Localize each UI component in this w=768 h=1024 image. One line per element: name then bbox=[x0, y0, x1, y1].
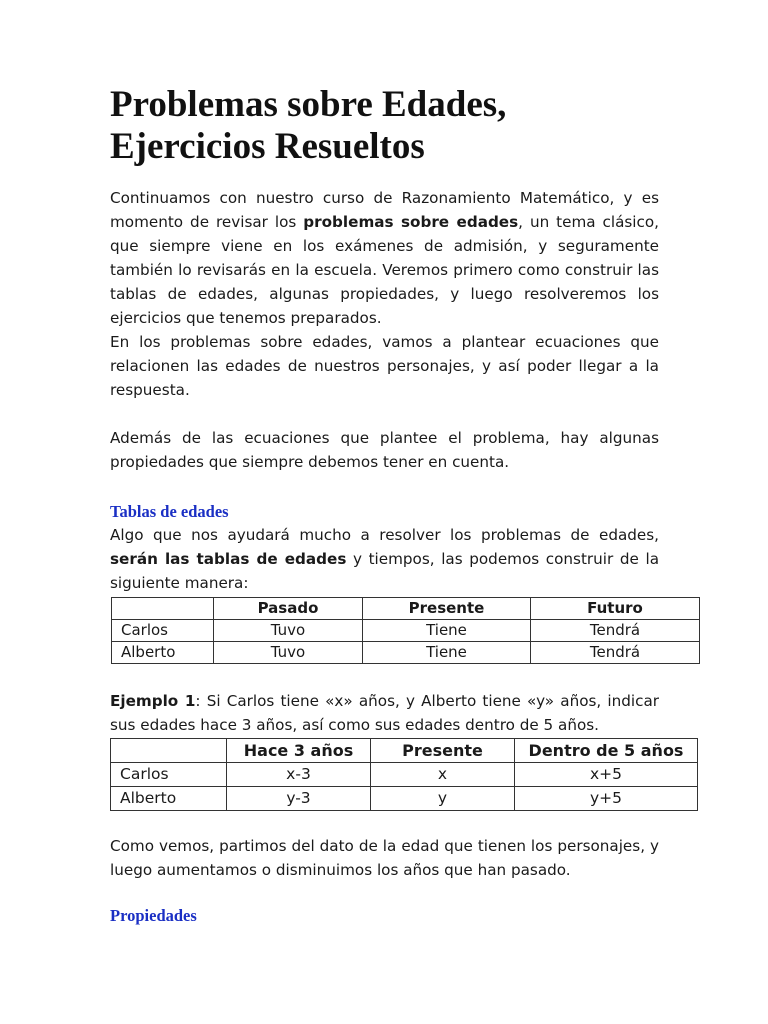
intro-text-continued: , un tema clásico, que siempre viene en los exámenes de admisión, y seguramente también lo revisarás en la escuela. Veremos primero como construir las tablas de edades, algunas propiedades, y luego resolveremos los ejercicios que tenemos preparados. bbox=[110, 213, 659, 327]
table-cell: Alberto bbox=[112, 642, 214, 664]
title-line-1: Problemas sobre Edades, bbox=[110, 84, 507, 125]
ejemplo-1-paragraph bbox=[110, 689, 659, 737]
table-cell: y+5 bbox=[515, 787, 698, 811]
section-heading-tablas: Tablas de edades bbox=[110, 502, 229, 521]
tabla-ejemplo-1 bbox=[110, 738, 698, 811]
ejemplo-1-text: : Si Carlos tiene «x» años, y Alberto tiene «y» años, indicar sus edades hace 3 años, así como sus edades dentro de 5 años. bbox=[110, 692, 659, 734]
page-title bbox=[110, 84, 659, 168]
table-header-cell: Pasado bbox=[214, 598, 363, 620]
intro-paragraph-2: En los problemas sobre edades, vamos a plantear ecuaciones que relacionen las edades de nuestros personajes, y así poder llegar a la respuesta. bbox=[110, 333, 659, 399]
intro-bold-term: problemas sobre edades bbox=[303, 213, 519, 231]
title-line-2: Ejercicios Resueltos bbox=[110, 126, 425, 167]
table-row bbox=[111, 787, 698, 811]
table-cell: Carlos bbox=[112, 620, 214, 642]
section-heading-propiedades: Propiedades bbox=[110, 906, 197, 925]
table-header-cell: Presente bbox=[371, 739, 515, 763]
table-cell: x-3 bbox=[227, 763, 371, 787]
tabla-tiempos bbox=[111, 597, 700, 664]
table-cell: Tiene bbox=[363, 642, 531, 664]
intro-paragraph-3: Además de las ecuaciones que plantee el problema, hay algunas propiedades que siempre debemos tener en cuenta. bbox=[110, 429, 659, 471]
table-cell: Carlos bbox=[111, 763, 227, 787]
table-cell: Alberto bbox=[111, 787, 227, 811]
table-row bbox=[112, 620, 700, 642]
conclusion-paragraph: Como vemos, partimos del dato de la edad que tienen los personajes, y luego aumentamos o disminuimos los años que han pasado. bbox=[110, 837, 659, 879]
table-cell: x+5 bbox=[515, 763, 698, 787]
table-header-cell: Futuro bbox=[531, 598, 700, 620]
tablas-paragraph bbox=[110, 523, 659, 595]
table-cell: Tendrá bbox=[531, 642, 700, 664]
tablas-text: Algo que nos ayudará mucho a resolver los problemas de edades, bbox=[110, 526, 659, 544]
table-cell: y bbox=[371, 787, 515, 811]
table-cell: y-3 bbox=[227, 787, 371, 811]
intro-paragraph-1 bbox=[110, 186, 659, 330]
table-header-cell: Presente bbox=[363, 598, 531, 620]
table-row bbox=[111, 763, 698, 787]
table-cell: Tuvo bbox=[214, 642, 363, 664]
table-header-cell bbox=[112, 598, 214, 620]
table-cell: Tiene bbox=[363, 620, 531, 642]
table-header-cell bbox=[111, 739, 227, 763]
document-page bbox=[110, 84, 684, 927]
table-cell: Tendrá bbox=[531, 620, 700, 642]
table-header-row bbox=[112, 598, 700, 620]
table-cell: Tuvo bbox=[214, 620, 363, 642]
tablas-text-continued: y tiempos, las podemos construir de la siguiente manera: bbox=[110, 550, 659, 592]
ejemplo-1-label: Ejemplo 1 bbox=[110, 692, 196, 710]
table-header-cell: Hace 3 años bbox=[227, 739, 371, 763]
table-header-cell: Dentro de 5 años bbox=[515, 739, 698, 763]
tablas-bold-term: serán las tablas de edades bbox=[110, 550, 347, 568]
table-header-row bbox=[111, 739, 698, 763]
table-row bbox=[112, 642, 700, 664]
table-cell: x bbox=[371, 763, 515, 787]
intro-text: Continuamos con nuestro curso de Razonamiento Matemático, y es momento de revisar los bbox=[110, 189, 659, 231]
